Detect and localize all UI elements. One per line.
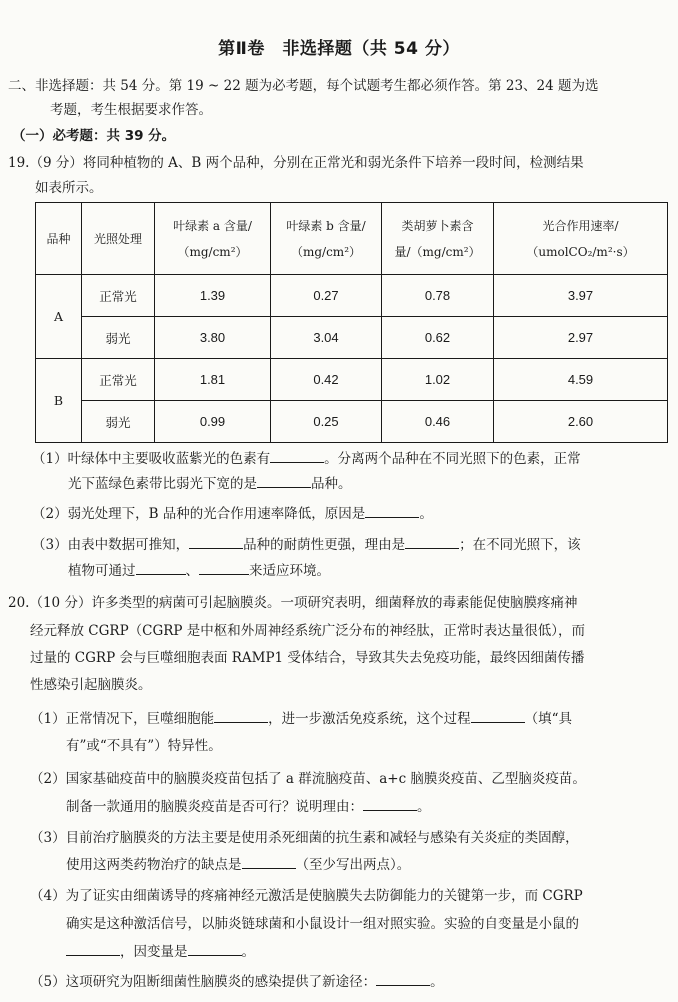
light-cell: 弱光	[82, 401, 155, 443]
q20-stem-line-1: 20.（10 分）许多类型的病菌可引起脑膜炎。一项研究表明，细菌释放的毒素能促使脑膜疼痛神	[8, 595, 578, 611]
light-cell: 正常光	[82, 359, 155, 401]
light-cell: 正常光	[82, 275, 155, 317]
value-cell: 3.97	[494, 275, 668, 317]
variety-cell: B	[36, 359, 82, 443]
value-cell: 4.59	[494, 359, 668, 401]
q19-part-2: （2）弱光处理下，B 品种的光合作用速率降低，原因是 。	[32, 506, 433, 522]
header-light-treatment: 光照处理	[82, 203, 155, 275]
required-section-label: （一）必考题：共 39 分。	[12, 128, 176, 144]
q19-stem-line-1: 19.（9 分）将同种植物的 A、B 两个品种，分别在正常光和弱光条件下培养一段时间，检测结果	[8, 155, 584, 171]
answer-blank[interactable]	[242, 856, 296, 869]
q19-part-3-line-1: （3）由表中数据可推知， 品种的耐荫性更强，理由是 ；在不同光照下，该	[32, 537, 581, 553]
answer-blank[interactable]	[376, 973, 430, 986]
answer-blank[interactable]	[136, 562, 186, 575]
header-carotenoid: 类胡萝卜素含 量/（mg/cm²）	[382, 203, 494, 275]
q20-stem-line-4: 性感染引起脑膜炎。	[30, 677, 152, 693]
table-header-row	[36, 203, 668, 275]
value-cell: 2.97	[494, 317, 668, 359]
q20-part-1-line-1: （1）正常情况下，巨噬细胞能 ，进一步激活免疫系统，这个过程 （填“具	[30, 711, 572, 727]
answer-blank[interactable]	[257, 475, 311, 488]
value-cell: 2.60	[494, 401, 668, 443]
q20-part-5: （5）这项研究为阻断细菌性脑膜炎的感染提供了新途径： 。	[30, 974, 444, 990]
value-cell: 0.46	[382, 401, 494, 443]
q20-part-3-line-2: 使用这两类药物治疗的缺点是 （至少写出两点）。	[66, 857, 411, 873]
answer-blank[interactable]	[66, 943, 120, 956]
intro-line-2: 考题，考生根据要求作答。	[50, 102, 212, 118]
value-cell: 0.62	[382, 317, 494, 359]
q20-part-2-line-2: 制备一款通用的脑膜炎疫苗是否可行？说明理由： 。	[66, 799, 431, 815]
header-variety: 品种	[36, 203, 82, 275]
q19-part-1-line-2: 光下蓝绿色素带比弱光下宽的是 品种。	[68, 476, 352, 492]
q20-stem-line-3: 过量的 CGRP 会与巨噬细胞表面 RAMP1 受体结合，导致其失去免疫功能，最终因细菌传播	[30, 650, 585, 666]
value-cell: 0.27	[271, 275, 382, 317]
answer-blank[interactable]	[199, 562, 249, 575]
variety-cell: A	[36, 275, 82, 359]
answer-blank[interactable]	[363, 798, 417, 811]
value-cell: 0.42	[271, 359, 382, 401]
header-chlorophyll-a: 叶绿素 a 含量/ （mg/cm²）	[155, 203, 271, 275]
answer-blank[interactable]	[365, 505, 419, 518]
answer-blank[interactable]	[189, 536, 243, 549]
answer-blank[interactable]	[405, 536, 459, 549]
q19-part-1-line-1: （1）叶绿体中主要吸收蓝紫光的色素有 。分离两个品种在不同光照下的色素，正常	[32, 451, 581, 467]
q20-part-2-line-1: （2）国家基础疫苗中的脑膜炎疫苗包括了 a 群流脑疫苗、a+c 脑膜炎疫苗、乙型脑炎疫苗。	[30, 771, 586, 787]
q20-part-4-line-2: 确实是这种激活信号，以肺炎链球菌和小鼠设计一组对照实验。实验的自变量是小鼠的	[66, 916, 579, 932]
value-cell: 1.39	[155, 275, 271, 317]
intro-line-1: 二、非选择题：共 54 分。第 19 ~ 22 题为必考题，每个试题考生都必须作答。第 23、24 题为选	[8, 78, 599, 94]
q20-part-4-line-1: （4）为了证实由细菌诱导的疼痛神经元激活是使脑膜失去防御能力的关键第一步，而 CGRP	[30, 888, 583, 904]
answer-blank[interactable]	[214, 710, 268, 723]
value-cell: 1.81	[155, 359, 271, 401]
value-cell: 0.25	[271, 401, 382, 443]
table-row	[36, 317, 668, 359]
value-cell: 1.02	[382, 359, 494, 401]
light-cell: 弱光	[82, 317, 155, 359]
answer-blank[interactable]	[270, 450, 324, 463]
value-cell: 0.78	[382, 275, 494, 317]
q19-stem-line-2: 如表所示。	[35, 180, 103, 196]
value-cell: 3.04	[271, 317, 382, 359]
q20-part-3-line-1: （3）目前治疗脑膜炎的方法主要是使用杀死细菌的抗生素和减轻与感染有关炎症的类固醇，	[30, 830, 579, 846]
table-row	[36, 359, 668, 401]
table-row	[36, 401, 668, 443]
header-photosynthesis-rate: 光合作用速率/ （umolCO₂/m²·s）	[494, 203, 668, 275]
q20-stem-line-2: 经元释放 CGRP（CGRP 是中枢和外周神经系统广泛分布的神经肽，正常时表达量很低），而	[30, 623, 586, 639]
header-chlorophyll-b: 叶绿素 b 含量/ （mg/cm²）	[271, 203, 382, 275]
value-cell: 0.99	[155, 401, 271, 443]
answer-blank[interactable]	[188, 943, 242, 956]
q19-data-table	[35, 202, 668, 443]
answer-blank[interactable]	[471, 710, 525, 723]
table-row	[36, 275, 668, 317]
q20-part-4-line-3: ，因变量是 。	[66, 940, 255, 960]
section-title: 第Ⅱ卷 非选择题（共 54 分）	[218, 39, 460, 59]
value-cell: 3.80	[155, 317, 271, 359]
q19-part-3-line-2: 植物可通过 、 来适应环境。	[68, 563, 330, 579]
q20-part-1-line-2: 有”或“不具有”）特异性。	[66, 738, 222, 754]
